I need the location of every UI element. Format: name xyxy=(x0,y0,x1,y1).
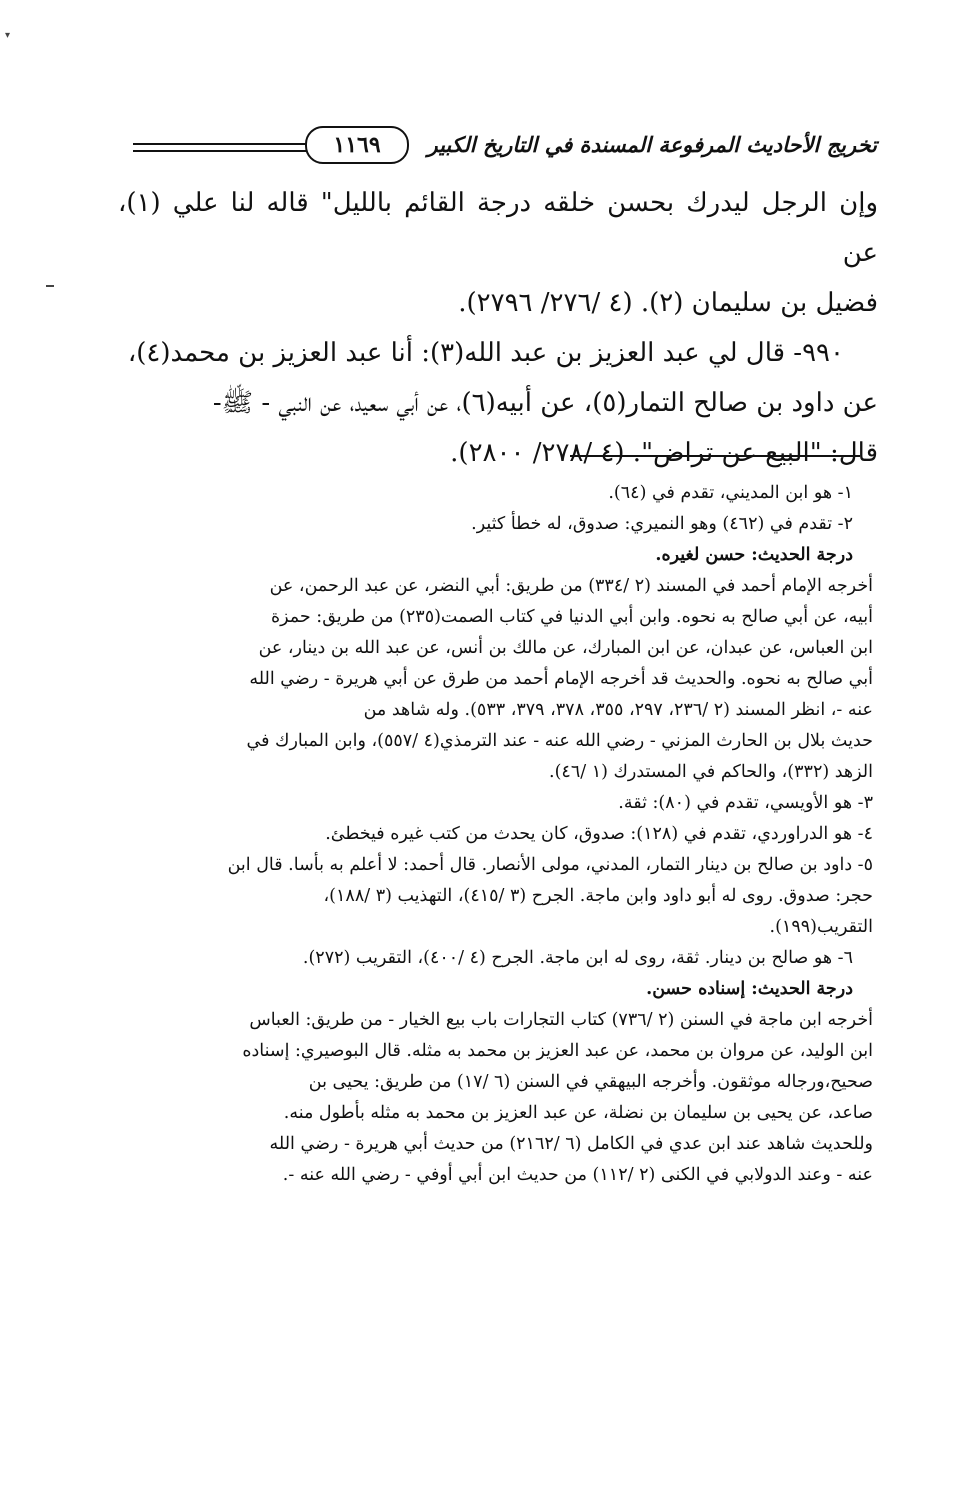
footnote-4: ٤- هو الدراوردي، تقدم في (١٢٨): صدوق، كان يحدث من كتب غيره فيخطئ. xyxy=(325,824,873,844)
footnotes xyxy=(118,478,873,1191)
takhrij-line: أبيه، عن أبي صالح به نحوه. وابن أبي الدنيا في كتاب الصمت(٢٣٥) من طريق: حمزة xyxy=(270,607,873,627)
hadith-grade: درجة الحديث: إسناده حسن. xyxy=(646,979,853,999)
footnote-3: ٣- هو الأويسي، تقدم في (٨٠): ثقة. xyxy=(618,793,873,813)
footnote-5-cont: حجر: صدوق. روى له أبو داود وابن ماجة. الجرح (٣ /٤١٥)، التهذيب (٣ /١٨٨)، xyxy=(323,886,873,906)
scan-dash xyxy=(46,285,54,287)
main-line: قال: "البيع عن تراض". (٤ /٢٧٨/ ٢٨٠٠). xyxy=(450,438,878,468)
takhrij-line: عنه - وعند الدولابي في الكنى (٢ /١١٢) من حديث ابن أبي أوفي - رضي الله عنه -. xyxy=(282,1165,873,1185)
takhrij-line: ابن العباس، عن عبدان، عن ابن المبارك، عن مالك بن أنس، عن عبد الله بن دينار، عن xyxy=(258,638,873,658)
page-number: ١١٦٩ xyxy=(305,126,409,164)
running-header xyxy=(125,118,877,168)
takhrij-line: حديث بلال بن الحارث المزني - رضي الله عنه - عند الترمذي(٤ /٥٥٧)، وابن المبارك في xyxy=(246,731,873,751)
header-double-rule-left xyxy=(133,143,303,152)
takhrij-line: وللحديث شاهد عند ابن عدي في الكامل (٦ /٢١٦٢) من حديث أبي هريرة - رضي الله xyxy=(269,1134,873,1154)
main-line: عن داود بن صالح التمار(٥)، عن أبيه(٦)، عن أبي سعيد، عن النبي - ﷺ- xyxy=(212,388,878,418)
footnote-divider xyxy=(570,455,860,457)
footnote-2: ٢- تقدم في (٤٦٢) وهو النميري: صدوق، له خطأ كثير. xyxy=(471,514,853,534)
takhrij-line: ابن الوليد، عن مروان بن محمد، عن عبد العزيز بن محمد به مثله. قال البوصيري: إسناده xyxy=(242,1041,873,1061)
footnote-5: ٥- داود بن صالح بن دينار التمار، المدني، مولى الأنصار. قال أحمد: لا أعلم به بأسا. قال ابن xyxy=(227,855,873,875)
footnote-6: ٦- هو صالح بن دينار. ثقة، روى له ابن ماجة. الجرح (٤ /٤٠٠)، التقريب (٢٧٢). xyxy=(302,948,853,968)
main-line: فضيل بن سليمان (٢). (٤ /٢٧٦/ ٢٧٩٦). xyxy=(458,288,878,318)
takhrij-line: أخرجه ابن ماجة في السنن (٢ /٧٣٦) كتاب التجارات باب بيع الخيار - من طريق: العباس xyxy=(249,1010,873,1030)
takhrij-line: أبي صالح به نحوه. والحديث قد أخرجه الإمام أحمد من طرق عن أبي هريرة - رضي الله xyxy=(249,669,873,689)
footnote-1: ١- هو ابن المديني، تقدم في (٦٤). xyxy=(608,483,853,503)
scan-mark: ▾ xyxy=(5,30,11,41)
main-line: وإن الرجل ليدرك بحسن خلقه درجة القائم بالليل" قاله لنا علي (١)، عن xyxy=(118,188,878,268)
running-title: تخريج الأحاديث المرفوعة المسندة في التاريخ الكبير xyxy=(427,132,877,157)
takhrij-line: أخرجه الإمام أحمد في المسند (٢ /٣٣٤) من طريق: أبي النضر، عن عبد الرحمن، عن xyxy=(269,576,873,596)
takhrij-line: الزهد (٣٣٢)، والحاكم في المستدرك (١ /٤٦). xyxy=(549,762,873,782)
footnote-5-cont: التقريب(١٩٩). xyxy=(769,917,873,937)
takhrij-line: صاعد، عن يحيى بن سليمان بن نضلة، عن عبد العزيز بن محمد به مثله بأطول منه. xyxy=(283,1103,873,1123)
main-text xyxy=(118,178,878,478)
hadith-990-line: ٩٩٠- قال لي عبد العزيز بن عبد الله(٣): أنا عبد العزيز بن محمد(٤)، xyxy=(127,338,844,368)
takhrij-line: صحيح،ورجاله موثقون. وأخرجه البيهقي في السنن (٦ /١٧) من طريق: يحيى بن xyxy=(308,1072,873,1092)
hadith-grade: درجة الحديث: حسن لغيره. xyxy=(655,545,853,565)
takhrij-line: عنه -، انظر المسند (٢ /٢٣٦، ٢٩٧، ٣٥٥، ٣٧٨، ٣٧٩، ٥٣٣). وله شاهد من xyxy=(363,700,873,720)
